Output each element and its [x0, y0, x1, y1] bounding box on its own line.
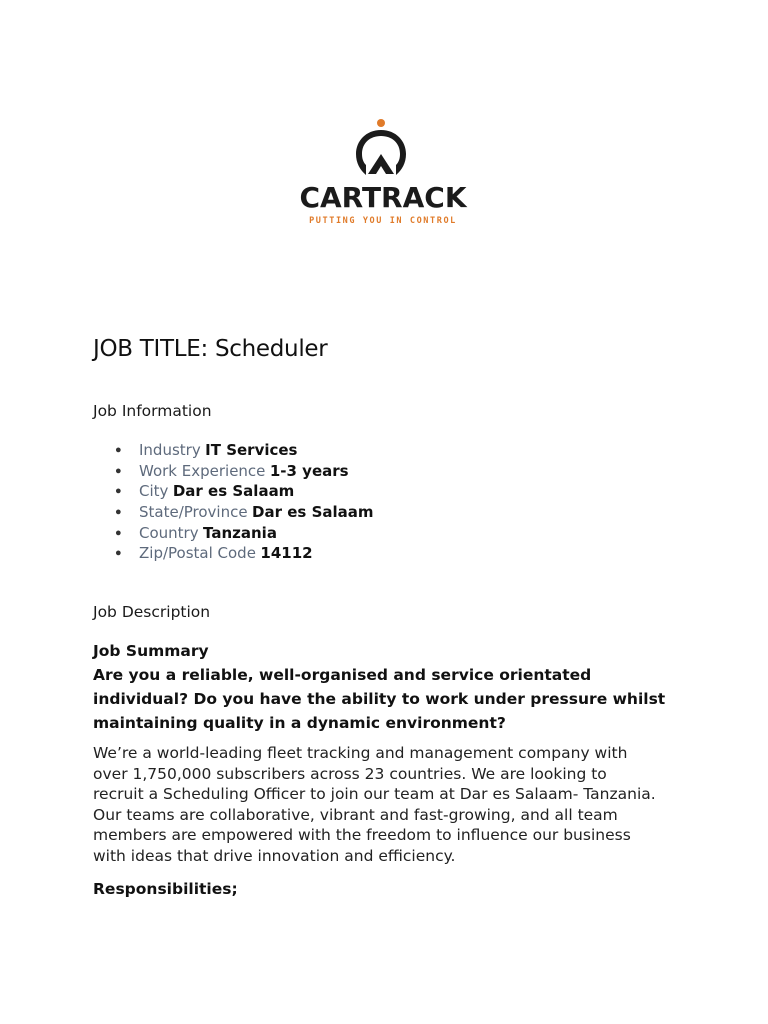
job-description-heading: Job Description	[93, 603, 211, 621]
bullet-icon: ●	[115, 464, 122, 477]
job-summary-heading: Job Summary	[93, 642, 209, 660]
city-value: Dar es Salaam	[172, 482, 295, 501]
body-line: members are empowered with the freedom to influence our business	[93, 826, 631, 845]
cartrack-logo-icon	[350, 118, 412, 180]
body-line: with ideas that drive innovation and efficiency.	[93, 846, 456, 865]
body-line: Our teams are collaborative, vibrant and fast-growing, and all team	[93, 805, 618, 824]
bullet-icon: ●	[115, 526, 122, 539]
logo-wordmark: CARTRACK	[299, 181, 467, 214]
list-item	[93, 461, 374, 482]
zip-postal-code-label: Zip/Postal Code	[139, 544, 256, 563]
city-label: City	[139, 482, 169, 501]
logo-tagline: PUTTING YOU IN CONTROL	[309, 216, 457, 226]
industry-label: Industry	[139, 441, 201, 459]
body-line: recruit a Scheduling Officer to join our team at Dar es Salaam- Tanzania.	[93, 785, 656, 804]
work-experience-value: 1-3 years	[269, 461, 349, 480]
body-line: We’re a world-leading fleet tracking and management company with	[93, 744, 628, 762]
cartrack-logo	[298, 118, 468, 230]
list-item	[93, 523, 374, 544]
bullet-icon: ●	[115, 506, 122, 519]
country-value: Tanzania	[203, 523, 277, 542]
body-line: over 1,750,000 subscribers across 23 countries. We are looking to	[93, 764, 607, 783]
list-item	[93, 543, 374, 564]
zip-postal-code-value: 14112	[260, 544, 313, 563]
job-information-list	[93, 440, 374, 564]
responsibilities-heading: Responsibilities;	[93, 880, 238, 898]
bullet-icon: ●	[115, 485, 122, 498]
job-summary-question: Are you a reliable, well-organised and service orientated individual? Do you have the ability to work under pressure whilst maintaining quality in a dynamic environment?	[93, 666, 666, 732]
industry-value: IT Services	[205, 441, 298, 459]
job-information-heading: Job Information	[93, 402, 212, 420]
country-label: Country	[139, 523, 199, 542]
list-item	[93, 440, 374, 461]
bullet-icon: ●	[115, 444, 122, 456]
state-province-value: Dar es Salaam	[252, 503, 374, 522]
list-item	[93, 502, 374, 523]
job-summary-body	[93, 743, 693, 867]
work-experience-label: Work Experience	[139, 461, 266, 480]
bullet-icon: ●	[115, 547, 122, 560]
state-province-label: State/Province	[139, 503, 248, 522]
list-item	[93, 481, 374, 502]
job-title: JOB TITLE: Scheduler	[93, 336, 328, 362]
